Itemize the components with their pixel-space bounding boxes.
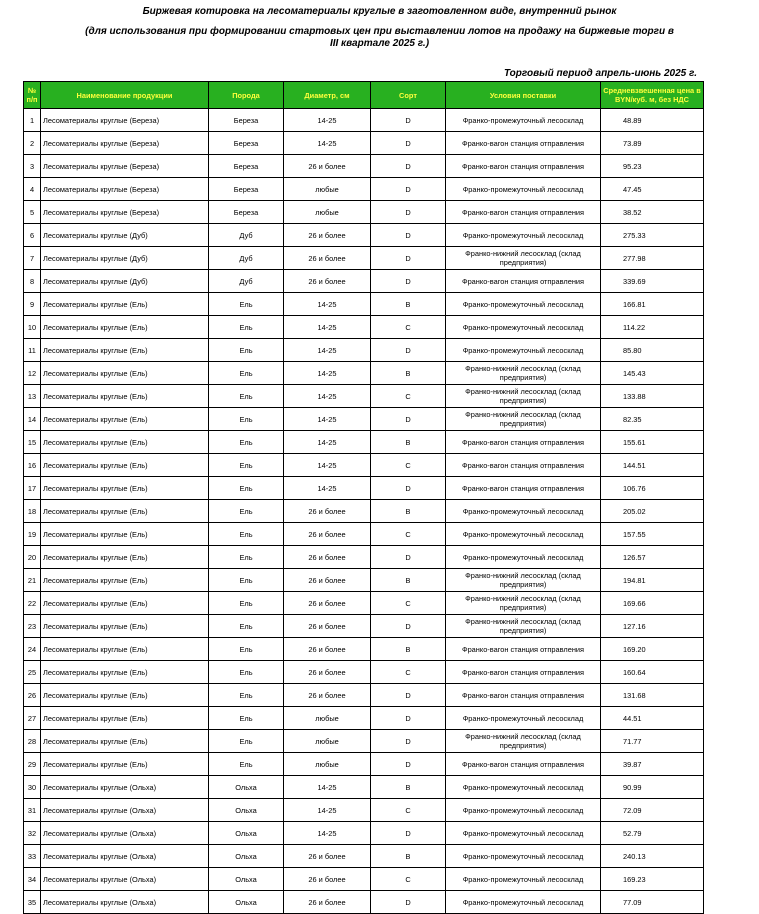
table-row [24,500,704,523]
cell-species: Ель [209,753,284,776]
cell-num: 34 [24,868,41,891]
cell-price: 52.79 [601,822,704,845]
cell-species: Ель [209,546,284,569]
cell-species: Ель [209,569,284,592]
cell-grade: C [371,523,446,546]
cell-delivery: Франко-вагон станция отправления [446,132,601,155]
table-row [24,201,704,224]
cell-name: Лесоматериалы круглые (Ель) [41,546,209,569]
cell-delivery: Франко-промежуточный лесосклад [446,799,601,822]
cell-grade: B [371,569,446,592]
cell-name: Лесоматериалы круглые (Береза) [41,201,209,224]
cell-diameter: 26 и более [284,569,371,592]
cell-num: 23 [24,615,41,638]
cell-name: Лесоматериалы круглые (Ольха) [41,891,209,914]
cell-price: 144.51 [601,454,704,477]
cell-grade: B [371,293,446,316]
cell-species: Береза [209,155,284,178]
cell-num: 11 [24,339,41,362]
cell-price: 114.22 [601,316,704,339]
cell-price: 240.13 [601,845,704,868]
cell-price: 133.88 [601,385,704,408]
cell-diameter: 14-25 [284,799,371,822]
cell-delivery: Франко-вагон станция отправления [446,155,601,178]
cell-delivery: Франко-промежуточный лесосклад [446,500,601,523]
cell-diameter: 14-25 [284,776,371,799]
cell-delivery: Франко-промежуточный лесосклад [446,293,601,316]
cell-name: Лесоматериалы круглые (Ель) [41,707,209,730]
cell-price: 194.81 [601,569,704,592]
cell-num: 20 [24,546,41,569]
cell-grade: C [371,454,446,477]
cell-price: 47.45 [601,178,704,201]
cell-diameter: 14-25 [284,408,371,431]
cell-diameter: любые [284,707,371,730]
table-row [24,316,704,339]
table-row [24,385,704,408]
cell-diameter: 26 и более [284,247,371,270]
header-name: Наименование продукции [41,82,209,109]
cell-num: 33 [24,845,41,868]
table-row [24,707,704,730]
cell-name: Лесоматериалы круглые (Ель) [41,477,209,500]
cell-species: Дуб [209,270,284,293]
cell-species: Береза [209,178,284,201]
cell-diameter: 14-25 [284,293,371,316]
cell-price: 127.16 [601,615,704,638]
cell-num: 6 [24,224,41,247]
cell-name: Лесоматериалы круглые (Береза) [41,109,209,132]
table-body [24,109,704,914]
cell-grade: D [371,891,446,914]
cell-price: 72.09 [601,799,704,822]
table-row [24,224,704,247]
cell-name: Лесоматериалы круглые (Ель) [41,362,209,385]
cell-species: Ольха [209,891,284,914]
cell-delivery: Франко-нижний лесосклад (склад предприятия) [446,247,601,270]
header-num: № п/п [24,82,41,109]
header-grade: Сорт [371,82,446,109]
table-row [24,776,704,799]
cell-num: 2 [24,132,41,155]
cell-num: 26 [24,684,41,707]
cell-price: 169.20 [601,638,704,661]
cell-diameter: 26 и более [284,661,371,684]
cell-grade: D [371,247,446,270]
document-subtitle-quarter: III квартале 2025 г.) [329,38,430,49]
cell-diameter: 26 и более [284,224,371,247]
cell-delivery: Франко-вагон станция отправления [446,477,601,500]
cell-diameter: 14-25 [284,454,371,477]
cell-delivery: Франко-вагон станция отправления [446,431,601,454]
cell-species: Ольха [209,822,284,845]
trading-period: Торговый период апрель-июнь 2025 г. [503,68,697,79]
cell-grade: B [371,500,446,523]
cell-num: 8 [24,270,41,293]
cell-species: Ель [209,615,284,638]
cell-diameter: 26 и более [284,868,371,891]
cell-diameter: 26 и более [284,845,371,868]
table-row [24,454,704,477]
cell-diameter: любые [284,178,371,201]
cell-num: 9 [24,293,41,316]
cell-diameter: 26 и более [284,270,371,293]
cell-name: Лесоматериалы круглые (Ель) [41,615,209,638]
cell-species: Ель [209,339,284,362]
table-row [24,799,704,822]
cell-delivery: Франко-нижний лесосклад (склад предприятия) [446,385,601,408]
cell-num: 18 [24,500,41,523]
table-row [24,730,704,753]
cell-diameter: 26 и более [284,523,371,546]
header-price: Средневзвешенная цена в BYN/куб. м, без НДС [601,82,704,109]
cell-name: Лесоматериалы круглые (Ольха) [41,799,209,822]
cell-species: Ель [209,684,284,707]
cell-diameter: 26 и более [284,891,371,914]
cell-price: 169.23 [601,868,704,891]
cell-diameter: 14-25 [284,109,371,132]
cell-price: 145.43 [601,362,704,385]
cell-num: 30 [24,776,41,799]
cell-name: Лесоматериалы круглые (Береза) [41,178,209,201]
cell-species: Ель [209,592,284,615]
cell-name: Лесоматериалы круглые (Ель) [41,638,209,661]
table-row [24,845,704,868]
cell-delivery: Франко-промежуточный лесосклад [446,178,601,201]
cell-species: Ель [209,523,284,546]
cell-species: Ель [209,316,284,339]
table-row [24,822,704,845]
table-row [24,431,704,454]
cell-delivery: Франко-нижний лесосклад (склад предприятия) [446,730,601,753]
cell-num: 10 [24,316,41,339]
cell-delivery: Франко-нижний лесосклад (склад предприятия) [446,592,601,615]
cell-diameter: 14-25 [284,385,371,408]
cell-delivery: Франко-вагон станция отправления [446,753,601,776]
cell-num: 7 [24,247,41,270]
cell-num: 28 [24,730,41,753]
cell-diameter: 14-25 [284,822,371,845]
table-row [24,684,704,707]
cell-species: Береза [209,201,284,224]
cell-delivery: Франко-промежуточный лесосклад [446,224,601,247]
cell-price: 82.35 [601,408,704,431]
cell-grade: C [371,661,446,684]
document-title: Биржевая котировка на лесоматериалы круглые в заготовленном виде, внутренний рынок [142,6,617,17]
cell-grade: D [371,408,446,431]
cell-species: Дуб [209,224,284,247]
cell-name: Лесоматериалы круглые (Ольха) [41,845,209,868]
cell-price: 275.33 [601,224,704,247]
cell-name: Лесоматериалы круглые (Ель) [41,523,209,546]
cell-name: Лесоматериалы круглые (Ель) [41,339,209,362]
cell-delivery: Франко-вагон станция отправления [446,201,601,224]
table-row [24,132,704,155]
cell-price: 205.02 [601,500,704,523]
table-row [24,753,704,776]
cell-name: Лесоматериалы круглые (Ольха) [41,822,209,845]
cell-price: 71.77 [601,730,704,753]
table-row [24,638,704,661]
cell-diameter: 14-25 [284,316,371,339]
table-row [24,615,704,638]
document-subtitle: (для использования при формировании стартовых цен при выставлении лотов на продажу на биржевые торги в [85,26,674,37]
cell-diameter: 26 и более [284,546,371,569]
cell-num: 32 [24,822,41,845]
table-row [24,546,704,569]
cell-name: Лесоматериалы круглые (Ольха) [41,776,209,799]
cell-price: 77.09 [601,891,704,914]
cell-delivery: Франко-нижний лесосклад (склад предприятия) [446,408,601,431]
cell-name: Лесоматериалы круглые (Ель) [41,454,209,477]
cell-name: Лесоматериалы круглые (Ель) [41,316,209,339]
cell-species: Береза [209,132,284,155]
cell-name: Лесоматериалы круглые (Ель) [41,500,209,523]
cell-grade: D [371,684,446,707]
cell-price: 157.55 [601,523,704,546]
table-row [24,293,704,316]
cell-price: 166.81 [601,293,704,316]
cell-diameter: 26 и более [284,592,371,615]
cell-species: Ель [209,431,284,454]
cell-grade: D [371,132,446,155]
cell-price: 169.66 [601,592,704,615]
cell-num: 13 [24,385,41,408]
table-row [24,339,704,362]
cell-price: 131.68 [601,684,704,707]
cell-species: Ель [209,454,284,477]
cell-delivery: Франко-промежуточный лесосклад [446,546,601,569]
table-row [24,155,704,178]
cell-species: Дуб [209,247,284,270]
cell-price: 106.76 [601,477,704,500]
cell-delivery: Франко-промежуточный лесосклад [446,822,601,845]
cell-delivery: Франко-промежуточный лесосклад [446,868,601,891]
cell-species: Ель [209,385,284,408]
header-delivery: Условия поставки [446,82,601,109]
cell-diameter: любые [284,201,371,224]
cell-price: 48.89 [601,109,704,132]
cell-grade: D [371,224,446,247]
cell-delivery: Франко-промежуточный лесосклад [446,523,601,546]
cell-delivery: Франко-вагон станция отправления [446,270,601,293]
cell-diameter: 26 и более [284,500,371,523]
cell-grade: B [371,362,446,385]
cell-name: Лесоматериалы круглые (Ольха) [41,868,209,891]
cell-name: Лесоматериалы круглые (Ель) [41,592,209,615]
table-row [24,247,704,270]
cell-delivery: Франко-нижний лесосклад (склад предприятия) [446,615,601,638]
cell-grade: D [371,477,446,500]
cell-grade: B [371,638,446,661]
cell-name: Лесоматериалы круглые (Ель) [41,684,209,707]
cell-grade: D [371,615,446,638]
cell-num: 12 [24,362,41,385]
cell-name: Лесоматериалы круглые (Ель) [41,661,209,684]
cell-price: 85.80 [601,339,704,362]
cell-num: 22 [24,592,41,615]
cell-grade: D [371,178,446,201]
cell-species: Ольха [209,776,284,799]
cell-delivery: Франко-вагон станция отправления [446,454,601,477]
cell-num: 14 [24,408,41,431]
cell-grade: B [371,776,446,799]
cell-name: Лесоматериалы круглые (Ель) [41,293,209,316]
cell-price: 339.69 [601,270,704,293]
cell-diameter: 26 и более [284,684,371,707]
cell-num: 27 [24,707,41,730]
cell-num: 31 [24,799,41,822]
cell-grade: C [371,316,446,339]
cell-delivery: Франко-промежуточный лесосклад [446,845,601,868]
cell-diameter: 14-25 [284,362,371,385]
cell-price: 38.52 [601,201,704,224]
cell-delivery: Франко-вагон станция отправления [446,684,601,707]
table-row [24,362,704,385]
cell-delivery: Франко-промежуточный лесосклад [446,109,601,132]
cell-species: Ель [209,661,284,684]
cell-num: 35 [24,891,41,914]
cell-grade: D [371,201,446,224]
cell-grade: D [371,155,446,178]
cell-num: 19 [24,523,41,546]
cell-species: Ель [209,362,284,385]
cell-species: Ель [209,707,284,730]
cell-diameter: 26 и более [284,638,371,661]
table-row [24,592,704,615]
cell-diameter: 14-25 [284,431,371,454]
cell-name: Лесоматериалы круглые (Ель) [41,753,209,776]
cell-grade: C [371,592,446,615]
cell-diameter: любые [284,730,371,753]
cell-species: Ель [209,730,284,753]
cell-grade: D [371,753,446,776]
cell-grade: B [371,431,446,454]
cell-grade: C [371,868,446,891]
cell-species: Береза [209,109,284,132]
table-row [24,868,704,891]
cell-name: Лесоматериалы круглые (Дуб) [41,224,209,247]
table-row [24,109,704,132]
cell-price: 90.99 [601,776,704,799]
cell-species: Ольха [209,845,284,868]
table-row [24,569,704,592]
cell-price: 44.51 [601,707,704,730]
quotation-table [23,81,704,914]
cell-name: Лесоматериалы круглые (Ель) [41,385,209,408]
cell-price: 126.57 [601,546,704,569]
cell-grade: D [371,546,446,569]
cell-grade: D [371,109,446,132]
cell-price: 160.64 [601,661,704,684]
cell-num: 29 [24,753,41,776]
cell-num: 16 [24,454,41,477]
cell-diameter: любые [284,753,371,776]
cell-name: Лесоматериалы круглые (Ель) [41,730,209,753]
cell-grade: C [371,799,446,822]
cell-num: 15 [24,431,41,454]
cell-name: Лесоматериалы круглые (Дуб) [41,247,209,270]
table-row [24,178,704,201]
cell-species: Ель [209,408,284,431]
table-header-row [24,82,704,109]
table-row [24,477,704,500]
cell-diameter: 14-25 [284,477,371,500]
cell-num: 21 [24,569,41,592]
cell-name: Лесоматериалы круглые (Ель) [41,569,209,592]
cell-grade: B [371,845,446,868]
table-row [24,523,704,546]
cell-species: Ель [209,500,284,523]
cell-name: Лесоматериалы круглые (Дуб) [41,270,209,293]
cell-diameter: 26 и более [284,615,371,638]
cell-delivery: Франко-промежуточный лесосклад [446,339,601,362]
cell-grade: D [371,822,446,845]
cell-num: 17 [24,477,41,500]
cell-num: 3 [24,155,41,178]
cell-delivery: Франко-нижний лесосклад (склад предприятия) [446,362,601,385]
cell-num: 25 [24,661,41,684]
header-diameter: Диаметр, см [284,82,371,109]
cell-delivery: Франко-вагон станция отправления [446,638,601,661]
cell-price: 155.61 [601,431,704,454]
cell-species: Ель [209,477,284,500]
cell-num: 5 [24,201,41,224]
cell-price: 39.87 [601,753,704,776]
cell-num: 24 [24,638,41,661]
cell-num: 1 [24,109,41,132]
cell-species: Ольха [209,799,284,822]
cell-diameter: 14-25 [284,132,371,155]
cell-price: 95.23 [601,155,704,178]
cell-delivery: Франко-промежуточный лесосклад [446,707,601,730]
cell-delivery: Франко-промежуточный лесосклад [446,776,601,799]
table-row [24,891,704,914]
cell-delivery: Франко-промежуточный лесосклад [446,891,601,914]
cell-species: Ольха [209,868,284,891]
cell-delivery: Франко-нижний лесосклад (склад предприятия) [446,569,601,592]
table-row [24,408,704,431]
cell-delivery: Франко-вагон станция отправления [446,661,601,684]
cell-grade: D [371,339,446,362]
cell-diameter: 26 и более [284,155,371,178]
cell-name: Лесоматериалы круглые (Ель) [41,408,209,431]
cell-price: 277.98 [601,247,704,270]
cell-grade: D [371,270,446,293]
cell-num: 4 [24,178,41,201]
cell-grade: D [371,707,446,730]
table-row [24,270,704,293]
cell-delivery: Франко-промежуточный лесосклад [446,316,601,339]
cell-species: Ель [209,638,284,661]
cell-grade: D [371,730,446,753]
cell-species: Ель [209,293,284,316]
cell-name: Лесоматериалы круглые (Береза) [41,155,209,178]
cell-name: Лесоматериалы круглые (Ель) [41,431,209,454]
cell-name: Лесоматериалы круглые (Береза) [41,132,209,155]
table-row [24,661,704,684]
cell-price: 73.89 [601,132,704,155]
cell-diameter: 14-25 [284,339,371,362]
cell-grade: C [371,385,446,408]
header-species: Порода [209,82,284,109]
